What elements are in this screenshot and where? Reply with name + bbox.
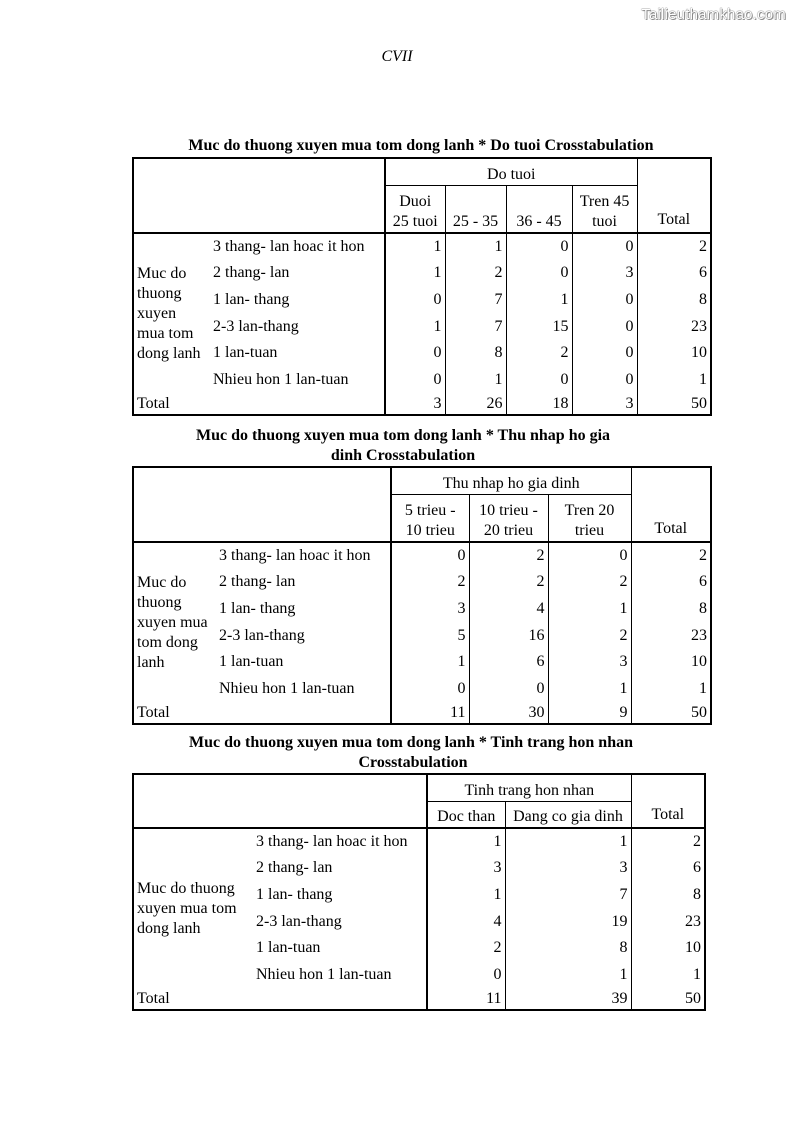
row-label: 1 lan- thang	[256, 885, 333, 903]
cell: 1	[548, 675, 631, 702]
column-header: 36 - 45	[506, 186, 572, 233]
row-label: 2-3 lan-thang	[219, 626, 305, 644]
cell: 16	[469, 622, 548, 649]
cell: 4	[427, 908, 505, 935]
row-label: 3 thang- lan hoac it hon	[210, 233, 385, 261]
row-variable-label: Muc do thuong xuyen mua tom dong lanh	[133, 828, 253, 989]
total-cell: 8	[637, 287, 711, 314]
cell: 7	[505, 882, 631, 909]
header-corner	[133, 158, 385, 233]
total-cell: 10	[637, 340, 711, 367]
cell: 2	[391, 569, 469, 596]
cell: 1	[506, 287, 572, 314]
total-cell: 2	[631, 828, 705, 856]
crosstab-age	[132, 157, 712, 416]
row-label: 2 thang- lan	[219, 573, 296, 591]
column-header: 25 - 35	[445, 186, 506, 233]
total-cell: 2	[637, 233, 711, 261]
table-title: Muc do thuong xuyen mua tom dong lanh * Do tuoi Crosstabulation	[188, 137, 654, 154]
cell: 0	[572, 287, 637, 314]
cell: 7	[445, 287, 506, 314]
header-corner	[133, 774, 427, 828]
cell: 3	[391, 596, 469, 623]
row-label: 2 thang- lan	[213, 264, 290, 282]
cell: 0	[572, 313, 637, 340]
cell: 9	[548, 702, 631, 724]
row-label: 1 lan- thang	[213, 290, 290, 308]
cell: 3	[505, 855, 631, 882]
total-row-label: Total	[137, 704, 170, 722]
column-header: Tren 20 trieu	[548, 495, 631, 542]
cell: 11	[427, 988, 505, 1010]
row-label: Nhieu hon 1 lan-tuan	[256, 965, 392, 983]
total-cell: 10	[631, 935, 705, 962]
crosstab-marital	[132, 773, 706, 1011]
cell: 3	[572, 260, 637, 287]
total-cell: 6	[631, 855, 705, 882]
group-header: Tinh trang hon nhan	[427, 774, 631, 802]
cell: 1	[445, 233, 506, 261]
total-cell: 1	[631, 675, 711, 702]
row-label: 2-3 lan-thang	[256, 912, 342, 930]
total-cell: 6	[637, 260, 711, 287]
row-label: Nhieu hon 1 lan-tuan	[219, 679, 355, 697]
group-header: Thu nhap ho gia dinh	[391, 467, 631, 495]
cell: 1	[445, 366, 506, 393]
cell: 0	[572, 233, 637, 261]
cell: 0	[385, 340, 445, 367]
cell: 11	[391, 702, 469, 724]
cell: 0	[506, 366, 572, 393]
cell: 26	[445, 393, 506, 415]
cell: 0	[572, 340, 637, 367]
cell: 1	[505, 828, 631, 856]
cell: 7	[445, 313, 506, 340]
row-label: 1 lan- thang	[219, 599, 296, 617]
total-cell: 1	[631, 961, 705, 988]
column-header: 5 trieu - 10 trieu	[391, 495, 469, 542]
row-label: 1 lan-tuan	[256, 939, 321, 957]
page-number-header: CVII	[381, 48, 413, 65]
row-label: 1 lan-tuan	[213, 344, 278, 362]
cell: 2	[506, 340, 572, 367]
cell: 15	[506, 313, 572, 340]
column-header: Tren 45 tuoi	[572, 186, 637, 233]
cell: 39	[505, 988, 631, 1010]
cell: 1	[548, 596, 631, 623]
cell: 1	[427, 828, 505, 856]
cell: 6	[469, 649, 548, 676]
cell: 0	[548, 542, 631, 570]
cell: 1	[391, 649, 469, 676]
total-cell: 10	[631, 649, 711, 676]
cell: 18	[506, 393, 572, 415]
row-label: 1 lan-tuan	[219, 653, 284, 671]
header-corner	[133, 467, 391, 542]
cell: 8	[445, 340, 506, 367]
table-title: Muc do thuong xuyen mua tom dong lanh * Thu nhap ho gia dinh Crosstabulation	[195, 427, 611, 464]
row-label: 2 thang- lan	[256, 859, 333, 877]
total-cell: 50	[637, 393, 711, 415]
cell: 1	[385, 260, 445, 287]
cell: 3	[572, 393, 637, 415]
cell: 2	[548, 569, 631, 596]
column-header: Duoi 25 tuoi	[385, 186, 445, 233]
total-cell: 8	[631, 596, 711, 623]
total-cell: 23	[631, 908, 705, 935]
cell: 0	[385, 287, 445, 314]
group-header: Do tuoi	[385, 158, 637, 186]
total-cell: 23	[637, 313, 711, 340]
cell: 3	[385, 393, 445, 415]
column-header: 10 trieu - 20 trieu	[469, 495, 548, 542]
row-label: 3 thang- lan hoac it hon	[253, 828, 427, 856]
cell: 5	[391, 622, 469, 649]
cell: 2	[548, 622, 631, 649]
cell: 0	[385, 366, 445, 393]
column-header: Doc than	[427, 802, 505, 828]
total-header: Total	[631, 467, 711, 542]
crosstab-income	[132, 466, 712, 725]
cell: 3	[548, 649, 631, 676]
total-row-label: Total	[137, 990, 170, 1008]
total-cell: 1	[637, 366, 711, 393]
cell: 2	[469, 542, 548, 570]
cell: 1	[505, 961, 631, 988]
row-label: Nhieu hon 1 lan-tuan	[213, 370, 349, 388]
total-cell: 8	[631, 882, 705, 909]
cell: 1	[385, 233, 445, 261]
table-title: Muc do thuong xuyen mua tom dong lanh * Tinh trang hon nhan Crosstabulation	[189, 734, 633, 771]
total-cell: 50	[631, 702, 711, 724]
column-header: Dang co gia dinh	[505, 802, 631, 828]
cell: 4	[469, 596, 548, 623]
row-label: 3 thang- lan hoac it hon	[216, 542, 391, 570]
cell: 1	[385, 313, 445, 340]
cell: 0	[427, 961, 505, 988]
cell: 0	[391, 675, 469, 702]
cell: 1	[427, 882, 505, 909]
cell: 30	[469, 702, 548, 724]
row-variable-label: Muc do thuong xuyen mua tom dong lanh	[133, 542, 216, 703]
row-label: 2-3 lan-thang	[213, 317, 299, 335]
cell: 2	[445, 260, 506, 287]
watermark-logo: Tailieuthamkhao.com	[641, 6, 786, 23]
cell: 0	[469, 675, 548, 702]
cell: 8	[505, 935, 631, 962]
total-header: Total	[631, 774, 705, 828]
total-cell: 6	[631, 569, 711, 596]
total-cell: 2	[631, 542, 711, 570]
row-variable-label: Muc do thuong xuyen mua tom dong lanh	[133, 233, 210, 394]
total-header: Total	[637, 158, 711, 233]
cell: 2	[427, 935, 505, 962]
cell: 0	[506, 260, 572, 287]
total-row-label: Total	[137, 395, 170, 413]
cell: 3	[427, 855, 505, 882]
cell: 2	[469, 569, 548, 596]
cell: 19	[505, 908, 631, 935]
total-cell: 23	[631, 622, 711, 649]
cell: 0	[572, 366, 637, 393]
cell: 0	[506, 233, 572, 261]
total-cell: 50	[631, 988, 705, 1010]
cell: 0	[391, 542, 469, 570]
